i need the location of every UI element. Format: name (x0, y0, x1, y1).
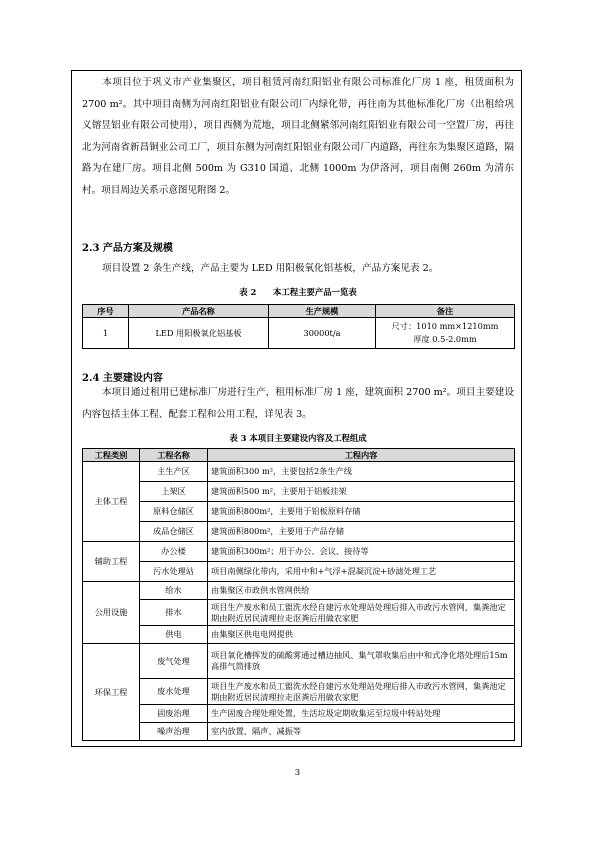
table-row (83, 318, 515, 349)
table-header-cell: 备注 (376, 305, 515, 318)
item-content-cell: 由集聚区市政供水管网供给 (208, 582, 515, 600)
intro-text: 本项目位于巩义市产业集聚区，项目租赁河南红阳铝业有限公司标准化厂房 1 座，租赁面积为 2700 m²。其中项目南侧为河南红阳铝业有限公司厂内绿化带，再往南为其他标准化厂房（出租给巩义镕昱铝业有限公司使用），项目西侧为荒地，项目北侧紧邻河南红阳铝业有限公司一空置厂房，再往北为河南省新昌铜业公司工厂，项目东侧为河南红阳铝业有限公司厂内道路，再往东为集聚区道路，隔路为在建厂房。项目北侧 500m 为 G310 国道、北侧 1000m 为伊洛河，项目南侧 260m 为清东村。项目周边关系示意图见附图 2。 (82, 77, 514, 196)
section-2-4-text: 本项目通过租用已建标准厂房进行生产，租用标准厂房 1 座，建筑面积 2700 m²。项目主要建设内容包括主体工程、配套工程和公用工程，详见表 3。 (82, 387, 514, 420)
table-header-row (83, 449, 515, 462)
table-row (83, 582, 515, 600)
remark-thickness: 厚度 0.5-2.0mm (413, 334, 477, 344)
item-content-cell: 建筑面积300m²；用于办公、会议、接待等 (208, 542, 515, 562)
item-name-cell: 固废治理 (140, 705, 208, 723)
table-cell: 1 (83, 318, 129, 349)
item-content-cell: 建筑面积500 m²，主要用于铝板挂架 (208, 482, 515, 502)
item-content-cell: 建筑面积800m²，主要用于产品存储 (208, 522, 515, 542)
item-content-cell: 项目生产废水和员工盥洗水经自建污水处理站处理后排入市政污水管网，集粪池定期由附近居民清理拉走沤粪后用做农家肥 (208, 679, 515, 705)
table-row (83, 562, 515, 582)
table2-caption: 表 2 本工程主要产品一览表 (239, 287, 357, 297)
item-content-cell: 生产固废合理处理处置，生活垃圾定期收集运至垃圾中转站处理 (208, 705, 515, 723)
table3-caption: 表 3 本项目主要建设内容及工程组成 (229, 433, 367, 443)
table-row (83, 644, 515, 679)
table-row (83, 522, 515, 542)
category-cell: 主体工程 (83, 462, 140, 542)
item-name-cell: 办公楼 (140, 542, 208, 562)
table-row (83, 723, 515, 741)
table-header-cell: 产品名称 (129, 305, 269, 318)
section-2-4-heading: 2.4 主要建设内容 (82, 373, 163, 384)
item-name-cell: 排水 (140, 600, 208, 626)
section-2-4-paragraph (82, 382, 514, 425)
table-row (83, 542, 515, 562)
category-cell: 环保工程 (83, 644, 140, 741)
page-number: 3 (294, 768, 301, 778)
table-row (83, 502, 515, 522)
item-name-cell: 给水 (140, 582, 208, 600)
section-2-3-paragraph (82, 258, 514, 280)
item-name-cell: 供电 (140, 626, 208, 644)
section-2-3-text: 项目设置 2 条生产线，产品主要为 LED 用阳极氧化铝基板，产品方案见表 2。 (102, 263, 439, 274)
item-content-cell: 由集聚区供电电网提供 (208, 626, 515, 644)
item-name-cell: 噪声治理 (140, 723, 208, 741)
item-name-cell: 原料仓储区 (140, 502, 208, 522)
table-header-cell: 工程内容 (208, 449, 515, 462)
table-cell: LED 用阳极氧化铝基板 (129, 318, 269, 349)
product-table (82, 304, 515, 349)
item-name-cell: 污水处理站 (140, 562, 208, 582)
table-header-cell: 工程类别 (83, 449, 140, 462)
item-name-cell: 废气处理 (140, 644, 208, 679)
item-name-cell: 主生产区 (140, 462, 208, 482)
item-name-cell: 成品仓储区 (140, 522, 208, 542)
intro-paragraph (82, 72, 514, 202)
table-row (83, 705, 515, 723)
construction-table (82, 448, 515, 741)
table-row (83, 462, 515, 482)
item-content-cell: 建筑面积300 m²，主要包括2条生产线 (208, 462, 515, 482)
table-header-cell: 序号 (83, 305, 129, 318)
table-row (83, 600, 515, 626)
table-header-row (83, 305, 515, 318)
item-name-cell: 上架区 (140, 482, 208, 502)
table-header-cell: 生产规模 (269, 305, 376, 318)
remark-size: 尺寸：1010 mm×1210mm (391, 321, 499, 331)
table-cell-remark (376, 318, 515, 349)
table-cell: 30000t/a (269, 318, 376, 349)
item-content-cell: 项目生产废水和员工盥洗水经自建污水处理站处理后排入市政污水管网，集粪池定期由附近居民清理拉走沤粪后用做农家肥 (208, 600, 515, 626)
table-header-cell: 工程名称 (140, 449, 208, 462)
section-2-3-heading: 2.3 产品方案及规模 (82, 243, 173, 254)
item-name-cell: 废水处理 (140, 679, 208, 705)
table-row (83, 626, 515, 644)
category-cell: 公用设施 (83, 582, 140, 644)
item-content-cell: 室内放置、隔声、减振等 (208, 723, 515, 741)
item-content-cell: 建筑面积800m²，主要用于铝板原料存储 (208, 502, 515, 522)
table-row (83, 679, 515, 705)
item-content-cell: 项目南侧绿化带内，采用中和+气浮+混凝沉淀+砂滤处理工艺 (208, 562, 515, 582)
category-cell: 辅助工程 (83, 542, 140, 582)
table-row (83, 482, 515, 502)
item-content-cell: 项目氧化槽挥发的硫酸雾通过槽边抽风、集气罩收集后由中和式净化塔处理后15m高排气筒排放 (208, 644, 515, 679)
